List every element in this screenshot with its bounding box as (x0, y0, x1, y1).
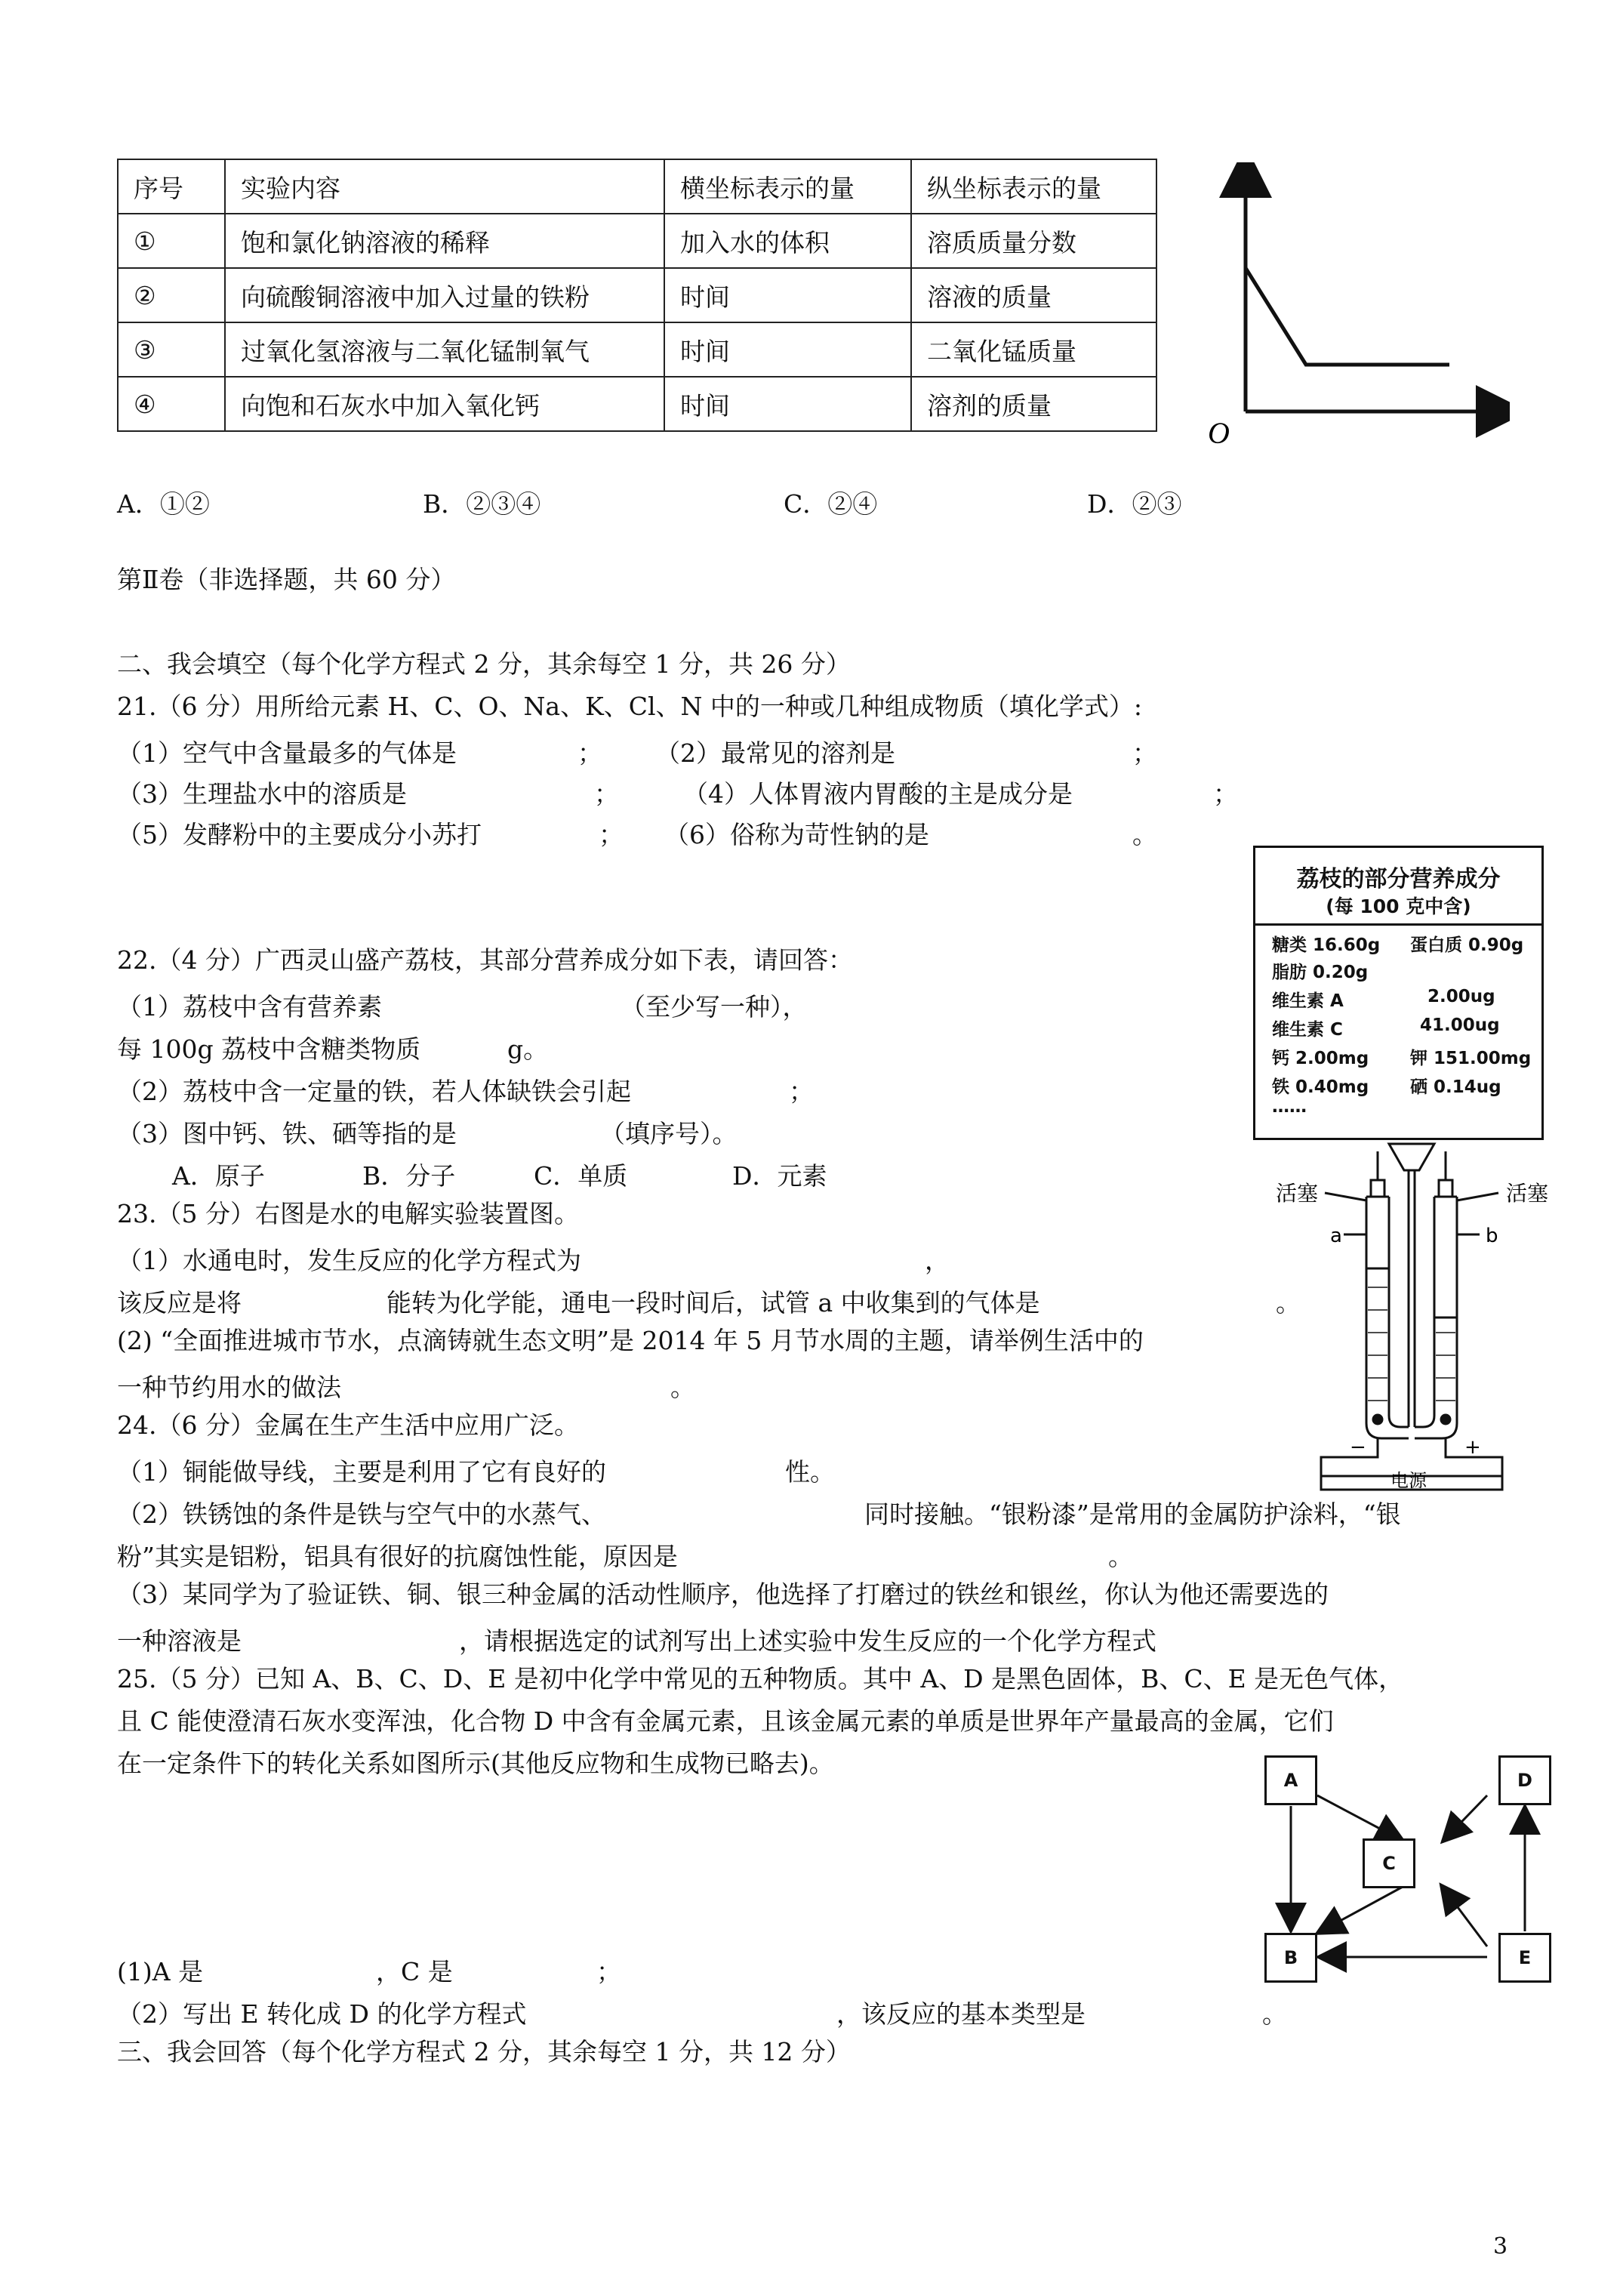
table-row (118, 268, 1156, 322)
q23-line: 该反应是将 (117, 1288, 242, 1318)
q24-line: （1）铜能做导线，主要是利用了它有良好的 (117, 1457, 606, 1487)
stopcock-left-label: 活塞 (1276, 1181, 1319, 1206)
q25-line: 在一定条件下的转化关系如图所示(其他反应物和生成物已略去)。 (117, 1749, 834, 1778)
nutrition-item: 铁 0.40mg (1272, 1077, 1369, 1097)
q22-line: （2）荔枝中含一定量的铁，若人体缺铁会引起 (117, 1077, 631, 1106)
table-cell: 溶质质量分数 (911, 214, 1156, 268)
q24-punct: 。 (1108, 1542, 1133, 1571)
table-cell: ④ (118, 377, 225, 431)
q22-punct: ； (789, 1077, 814, 1106)
nutrition-item: 41.00ug (1420, 1015, 1500, 1035)
plus-label: + (1464, 1436, 1481, 1459)
table-cell: ① (118, 214, 225, 268)
nutrition-item: 钾 151.00mg (1410, 1049, 1532, 1068)
table-cell: ② (118, 268, 225, 322)
experiment-table (117, 159, 1157, 432)
q23-line: （1）水通电时，发生反应的化学方程式为 (117, 1246, 581, 1275)
nutrition-item: 钙 2.00mg (1272, 1049, 1369, 1068)
table-row (118, 322, 1156, 377)
nutrition-item: 蛋白质 0.90g (1410, 935, 1524, 955)
q21-punct: ； (594, 779, 619, 809)
q21-line: （2）最常见的溶剂是 (655, 738, 895, 768)
q21-line: （3）生理盐水中的溶质是 (117, 779, 407, 809)
q22-line: 每 100g 荔枝中含糖类物质 (117, 1034, 421, 1064)
choice-c: C．②④ (784, 489, 878, 519)
q21-punct: ； (1132, 738, 1157, 768)
q23-punct: 。 (670, 1373, 695, 1402)
page-number: 3 (1493, 2233, 1508, 2260)
nutrition-item: …… (1272, 1097, 1307, 1117)
table-cell: 时间 (664, 268, 911, 322)
table-cell: 过氧化氢溶液与二氧化锰制氧气 (225, 322, 664, 377)
q24-line: （3）某同学为了验证铁、铜、银三种金属的活动性顺序，他选择了打磨过的铁丝和银丝，你认为他还需要选的 (117, 1579, 1329, 1609)
funnel (1389, 1144, 1434, 1170)
q22-option: B．分子 (362, 1161, 456, 1191)
q23-punct: ， (925, 1246, 950, 1275)
q24-line: （2）铁锈蚀的条件是铁与空气中的水蒸气、 (117, 1499, 606, 1529)
q21-punct: ； (577, 738, 602, 768)
arrow-e-c (1442, 1886, 1487, 1946)
nutrition-title: 荔枝的部分营养成分 (1296, 866, 1501, 892)
choice-a: A．①② (117, 489, 210, 519)
nutrition-item: 硒 0.14ug (1410, 1077, 1501, 1097)
q24-stem: 24.（6 分）金属在生产生活中应用广泛。 (117, 1410, 579, 1440)
node-a: A (1264, 1755, 1317, 1805)
nutrition-item: 维生素 C (1272, 1020, 1343, 1040)
table-row (118, 214, 1156, 268)
choice-b: B．②③④ (423, 489, 541, 519)
q22-option: A．原子 (172, 1161, 265, 1191)
q25-line: 且 C 能使澄清石灰水变浑浊，化合物 D 中含有金属元素，且该金属元素的单质是世界年产量最高的金属，它们 (117, 1706, 1334, 1736)
q25-punct: 。 (1262, 1999, 1287, 2029)
q23-line: 一种节约用水的做法 (117, 1373, 341, 1402)
section-title: 第Ⅱ卷（非选择题，共 60 分） (117, 565, 456, 594)
table-cell: ③ (118, 322, 225, 377)
nutrition-subtitle: (每 100 克中含) (1326, 895, 1471, 917)
q21-punct: ； (1213, 779, 1238, 809)
q25-punct: ； (596, 1957, 621, 1986)
q23-line: (2) “全面推进城市节水，点滴铸就生态文明”是 2014 年 5 月节水周的主题，请举例生活中的 (117, 1326, 1144, 1355)
arrow-c-b (1318, 1886, 1404, 1933)
q22-option: D．元素 (732, 1161, 827, 1191)
table-cell: 饱和氯化钠溶液的稀释 (225, 214, 664, 268)
q22-line: （3）图中钙、铁、硒等指的是 (117, 1119, 457, 1148)
table-cell: 溶液的质量 (911, 268, 1156, 322)
table-cell: 加入水的体积 (664, 214, 911, 268)
stopcock-left (1371, 1180, 1384, 1197)
power-label: 电源 (1390, 1470, 1427, 1491)
q21-punct: ； (599, 820, 624, 849)
q25-line: （2）写出 E 转化成 D 的化学方程式 (117, 1999, 527, 2029)
q21-line: （6）俗称为苛性钠的是 (664, 820, 929, 849)
q21-line: （5）发酵粉中的主要成分小苏打 (117, 820, 482, 849)
table-cell: 向硫酸铜溶液中加入过量的铁粉 (225, 268, 664, 322)
table-cell: 时间 (664, 377, 911, 431)
table-header-cell: 序号 (118, 159, 225, 214)
table-header-row (118, 159, 1156, 214)
nutrition-item: 脂肪 0.20g (1272, 963, 1369, 982)
q25-line: ，该反应的基本类型是 (836, 1999, 1086, 2029)
q23-line: 能转为化学能，通电一段时间后，试管 a 中收集到的气体是 (387, 1288, 1040, 1318)
q21-punct: 。 (1132, 820, 1157, 849)
q22-line: （填序号）。 (600, 1119, 738, 1148)
node-e: E (1498, 1933, 1551, 1983)
q21-stem: 21.（6 分）用所给元素 H、C、O、Na、K、Cl、N 中的一种或几种组成物质（填化学式）: (117, 692, 1143, 721)
tube-a-label: a (1330, 1225, 1342, 1247)
tube-a (1366, 1197, 1409, 1438)
node-d: D (1498, 1755, 1551, 1805)
table-header-cell: 纵坐标表示的量 (911, 159, 1156, 214)
table-cell: 二氧化锰质量 (911, 322, 1156, 377)
q23-stem: 23.（5 分）右图是水的电解实验装置图。 (117, 1199, 579, 1228)
table-cell: 时间 (664, 322, 911, 377)
q25-line: (1)A 是 (117, 1957, 204, 1986)
sketch-graph (1208, 162, 1510, 449)
q21-line: （1）空气中含量最多的气体是 (117, 738, 457, 768)
table-header-cell: 实验内容 (225, 159, 664, 214)
arrow-d-c (1443, 1795, 1487, 1841)
table-cell: 溶剂的质量 (911, 377, 1156, 431)
graph-curve (1246, 268, 1449, 365)
q24-line: 粉”其实是铝粉，铝具有很好的抗腐蚀性能，原因是 (117, 1542, 678, 1571)
nutrition-item: 维生素 A (1272, 991, 1344, 1011)
stopcock-right (1439, 1180, 1452, 1197)
origin-label: O (1208, 416, 1230, 449)
q25-line: 25.（5 分）已知 A、B、C、D、E 是初中化学中常见的五种物质。其中 A、D 是黑色固体，B、C、E 是无色气体， (117, 1664, 1404, 1693)
arrow-a-c (1317, 1795, 1403, 1841)
node-c: C (1363, 1838, 1415, 1888)
stopcock-right-label: 活塞 (1506, 1181, 1549, 1206)
nutrition-item: 糖类 16.60g (1272, 935, 1381, 955)
tube-b-label: b (1486, 1225, 1498, 1247)
minus-label: − (1350, 1436, 1366, 1459)
q21-line: （4）人体胃液内胃酸的主是成分是 (683, 779, 1073, 809)
part-heading: 二、我会填空（每个化学方程式 2 分，其余每空 1 分，共 26 分） (117, 649, 851, 679)
choice-d: D．②③ (1087, 489, 1182, 519)
q24-line: 性。 (785, 1457, 835, 1487)
q22-option: C．单质 (534, 1161, 628, 1191)
table-row (118, 377, 1156, 431)
table-header-cell: 横坐标表示的量 (664, 159, 911, 214)
nutrition-table (1253, 846, 1544, 1140)
q24-line: ，请根据选定的试剂写出上述实验中发生反应的一个化学方程式 (459, 1626, 1156, 1656)
part-heading: 三、我会回答（每个化学方程式 2 分，其余每空 1 分，共 12 分） (117, 2037, 851, 2066)
q23-punct: 。 (1276, 1288, 1301, 1318)
q25-line: ，C 是 (376, 1957, 453, 1986)
q22-stem: 22.（4 分）广西灵山盛产荔枝，其部分营养成分如下表，请回答： (117, 945, 853, 975)
node-b: B (1264, 1933, 1317, 1983)
table-cell: 向饱和石灰水中加入氧化钙 (225, 377, 664, 431)
q24-line: 一种溶液是 (117, 1626, 242, 1656)
q24-line: 同时接触。“银粉漆”是常用的金属防护涂料，“银 (864, 1499, 1401, 1529)
nutrition-item: 2.00ug (1427, 987, 1495, 1006)
divider (1255, 923, 1541, 926)
electrolysis-apparatus (1276, 1136, 1578, 1491)
q22-line: g。 (507, 1034, 549, 1064)
q22-line: （至少写一种）， (621, 992, 808, 1022)
q22-line: （1）荔枝中含有营养素 (117, 992, 382, 1022)
